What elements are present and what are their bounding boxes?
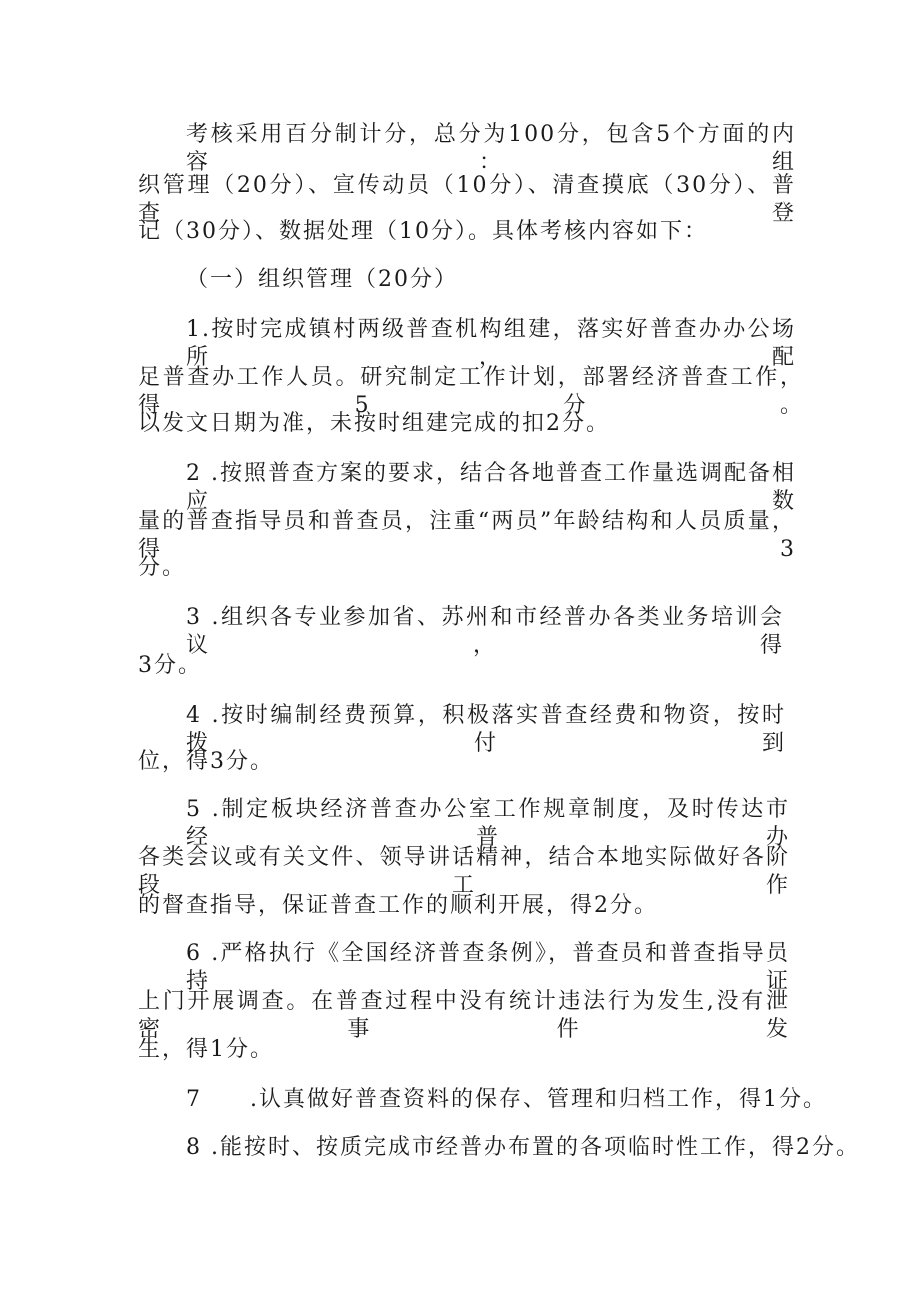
item-1-line-2: 足普查办工作人员。研究制定工作计划，部署经济普查工作，得5分。 (138, 365, 804, 418)
item-7-line-1: 7 .认真做好普查资料的保存、管理和归档工作，得1分。 (186, 1087, 827, 1112)
item-1-line-1: 1.按时完成镇村两级普查机构组建，落实好普查办办公场所，配 (186, 317, 796, 370)
item-3-line-2: 3分。 (138, 653, 202, 678)
item-5-line-1: 5 .制定板块经济普查办公室工作规章制度，及时传达市经普办 (186, 797, 790, 850)
item-3-line-1: 3 .组织各专业参加省、苏州和市经普办各类业务培训会议，得 (186, 605, 784, 658)
item-2-line-3: 分。 (138, 555, 187, 580)
item-8-line-1: 8 .能按时、按质完成市经普办布置的各项临时性工作，得2分。 (186, 1135, 860, 1160)
item-6-line-3: 生，得1分。 (138, 1037, 274, 1062)
intro-line-2: 织管理（20分）、宣传动员（10分）、清查摸底（30分）、普查登 (138, 173, 796, 226)
item-2-line-2: 量的普查指导员和普查员，注重“两员”年龄结构和人员质量，得3 (138, 509, 796, 562)
item-5-line-3: 的督查指导，保证普查工作的顺利开展，得2分。 (138, 893, 658, 918)
item-6-line-1: 6 .严格执行《全国经济普查条例》，普查员和普查指导员持证 (186, 941, 790, 994)
item-4-line-2: 位，得3分。 (138, 749, 274, 774)
item-2-line-1: 2 .按照普查方案的要求，结合各地普查工作量选调配备相应数 (186, 461, 796, 514)
item-5-line-2: 各类会议或有关文件、领导讲话精神，结合本地实际做好各阶段工作 (138, 845, 790, 898)
intro-line-1: 考核采用百分制计分，总分为100分，包含5个方面的内容：组 (186, 122, 796, 175)
item-1-line-3: 以发文日期为准，未按时组建完成的扣2分。 (138, 411, 610, 436)
item-4-line-1: 4 .按时编制经费预算，积极落实普查经费和物资，按时拨付到 (186, 703, 786, 756)
intro-line-3: 记（30分）、数据处理（10分）。具体考核内容如下： (138, 219, 708, 244)
item-6-line-2: 上门开展调查。在普查过程中没有统计违法行为发生,没有泄密事件发 (138, 989, 790, 1042)
section-heading: （一）组织管理（20分） (186, 267, 458, 292)
